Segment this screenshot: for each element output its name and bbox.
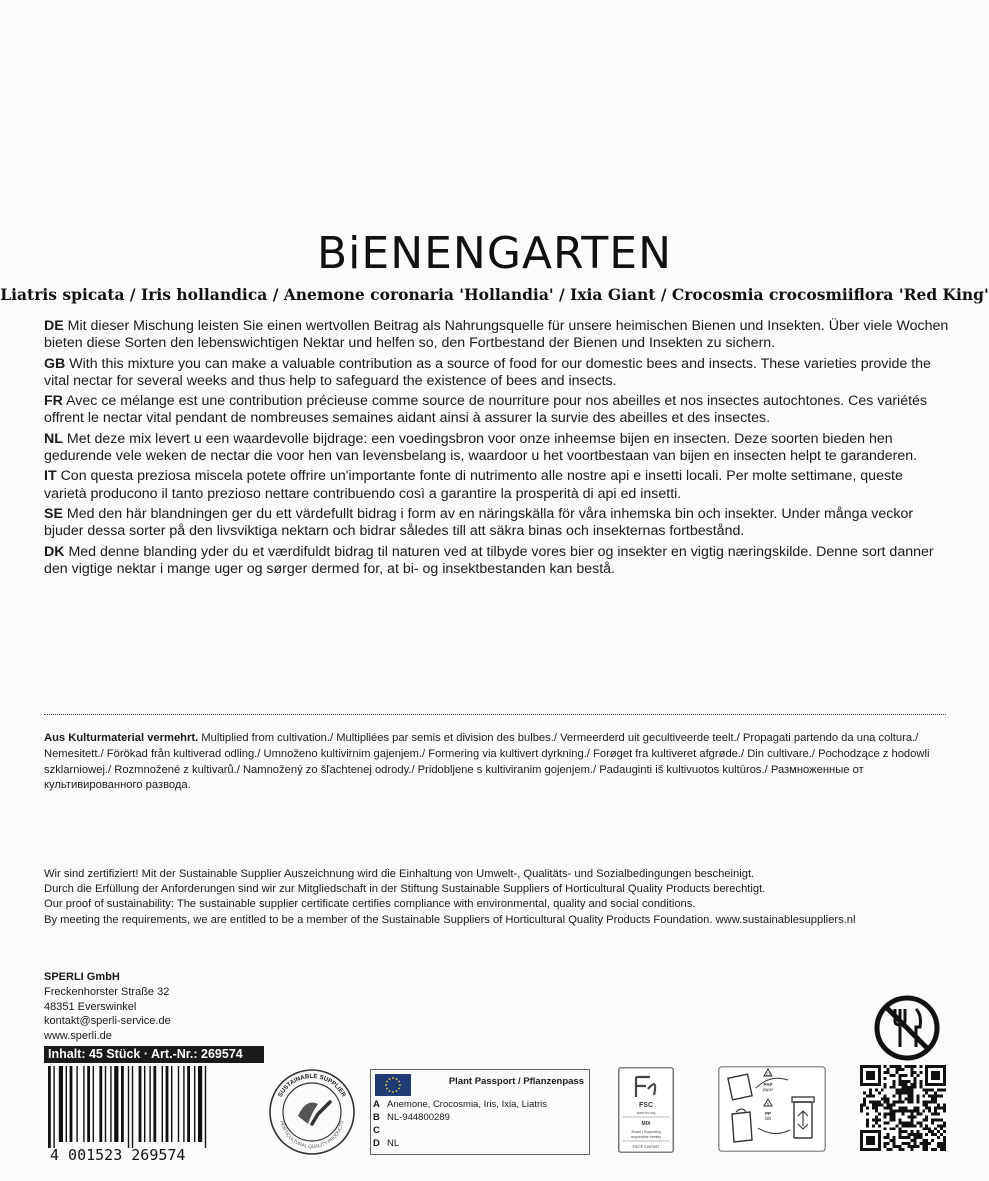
sustainable-supplier-logo (268, 1068, 356, 1156)
barcode-number: 4 001523 269574 (50, 1146, 186, 1164)
description-se: SE Med den här blandningen ger du ett värdefullt bidrag i form av en näringskälla för våra inhemska bin och insekter. Under många veckor bjuder dessa sorter på den livsviktiga nektarn och bidrar således till att säkra binas och insekternas fortbestånd. (44, 505, 914, 540)
not-edible-icon (872, 993, 942, 1063)
svg-text:responsible forestry: responsible forestry (630, 1135, 662, 1139)
svg-text:www.fsc.org: www.fsc.org (636, 1111, 656, 1115)
svg-text:SUSTAINABLE SUPPLIER: SUSTAINABLE SUPPLIER (276, 1072, 348, 1099)
svg-text:MIX: MIX (641, 1121, 651, 1127)
dotted-divider (44, 714, 946, 715)
passport-title: Plant Passport / Pflanzenpass (448, 1076, 584, 1087)
svg-text:HORTICULTURAL QUALITY PRODUCTS: HORTICULTURAL QUALITY PRODUCTS (278, 1120, 346, 1151)
svg-text:PAP: PAP (763, 1082, 773, 1087)
svg-text:5: 5 (766, 1101, 770, 1107)
species-list: Liatris spicata / Iris hollandica / Anemone coronaria 'Hollandia' / Ixia Giant / Crocosmia crocosmiiflora 'Red King' (0, 285, 989, 304)
cultivation-note: Aus Kulturmaterial vermehrt. Multiplied from cultivation./ Multipliées par semis et division des bulbes./ Vermeerderd uit gecultiveerde teelt./ Propagati partendo da una coltura./ Nemesitett./ Förökad från kultiverad odling./ Umnoženo kultivirnim gajenjem./ Formering via kultivert dyrkning./ Forøget fra kultiveret afgrøde./ Din cultivare./ Pochodzące z hodowli szklarniowej./ Rozmnožené z kultivarů./ Namnožený zo šľachtenej odrody./ Pridobljene s kultiviranim gojenjem./ Padauginti iš kultivuotos kultūros./ Размноженные от культивированного развода. (44, 732, 930, 792)
content-label: Inhalt: 45 Stück · Art.-Nr.: 269574 (44, 1046, 264, 1063)
eu-flag-icon (375, 1074, 411, 1096)
recycling-info (718, 1066, 826, 1152)
plant-passport (370, 1069, 590, 1155)
svg-text:21: 21 (765, 1071, 771, 1077)
description-nl: NL Met deze mix levert u een waardevolle bijdrage: een voedingsbron voor onze inheemse bijen en insecten. Deze soorten bieden hen gedurende vele weken de nectar die voor hen van levensbelang is, waardoor u het voortbestaan van bijen en insecten helpt te garanderen. (44, 430, 918, 465)
svg-text:paper: paper (762, 1087, 774, 1092)
passport-row-d: D NL (373, 1138, 400, 1149)
passport-row-b: B NL-944800289 (373, 1112, 450, 1123)
svg-text:Board | Supporting: Board | Supporting (631, 1130, 661, 1134)
company-address: SPERLI GmbH Freckenhorster Straße 32 48351 Everswinkel kontakt@sperli-service.de www.sperli.de (44, 971, 171, 1043)
description-it: IT Con questa preziosa miscela potete offrire un'importante fonte di nutrimento alle nostre api e insetti locali. Per molte settimane, queste varietà producono il tanto prezioso nettare contribuendo così a garantire la prosperità di api ed insetti. (44, 468, 903, 502)
qr-code (860, 1065, 946, 1151)
description-fr: FR Avec ce mélange est une contribution précieuse comme source de nourriture pour nos abeilles et nos insectes autochtones. Ces variétés offrent le nectar vital pendant de nombreuses semaines aidant ainsi à assurer la survie des abeilles et des insectes. (44, 393, 928, 427)
svg-text:PP: PP (764, 1111, 772, 1116)
fsc-logo (618, 1067, 674, 1153)
svg-text:FSC: FSC (639, 1102, 653, 1109)
passport-row-a: A Anemone, Crocosmia, Iris, Ixia, Liatris (373, 1099, 547, 1110)
descriptions (44, 318, 949, 581)
certification-note: Wir sind zertifiziert! Mit der Sustainable Supplier Auszeichnung wird die Einhaltung von Umwelt-, Qualitäts- und Sozialbedingungen bescheinigt. Durch die Erfüllung der Anforderungen sind wir zur Mitgliedschaft in der Stiftung Sustainable Suppliers of Horticultural Quality Products berechtigt. Our proof of sustainability: The sustainable supplier certificate certifies compliance with environmental, quality and social conditions. By meeting the requirements, we are entitled to be a member of the Sustainable Suppliers of Horticultural Quality Products Foundation. www.sustainablesuppliers.nl (44, 868, 856, 926)
svg-text:folk: folk (764, 1116, 772, 1121)
passport-row-c: C (373, 1125, 380, 1136)
page-title: BiENENGARTEN (317, 228, 672, 279)
description-de: DE Mit dieser Mischung leisten Sie einen wertvollen Beitrag als Nahrungsquelle für unsere heimischen Bienen und Insekten. Über viele Wochen bieten diese Sorten den lebenswichtigen Nektar und helfen so, den Fortbestand der Bienen und Insekten zu sichern. (44, 318, 949, 352)
description-dk: DK Med denne blanding yder du et værdifuldt bidrag til naturen ved at tilbyde vores bier og insekter en vigtig næringskilde. Denne sort danner den vigtige nektar i mange uger og sørger dermed for, at bi- og insektbestanden kan bestå. (44, 543, 934, 577)
barcode (44, 1066, 234, 1164)
description-gb: GB With this mixture you can make a valuable contribution as a source of food for our domestic bees and insects. These varieties provide the vital nectar for several weeks and thus help to safeguard the existence of bees and insects. (44, 355, 931, 389)
svg-text:FSC® C007957: FSC® C007957 (632, 1145, 660, 1149)
